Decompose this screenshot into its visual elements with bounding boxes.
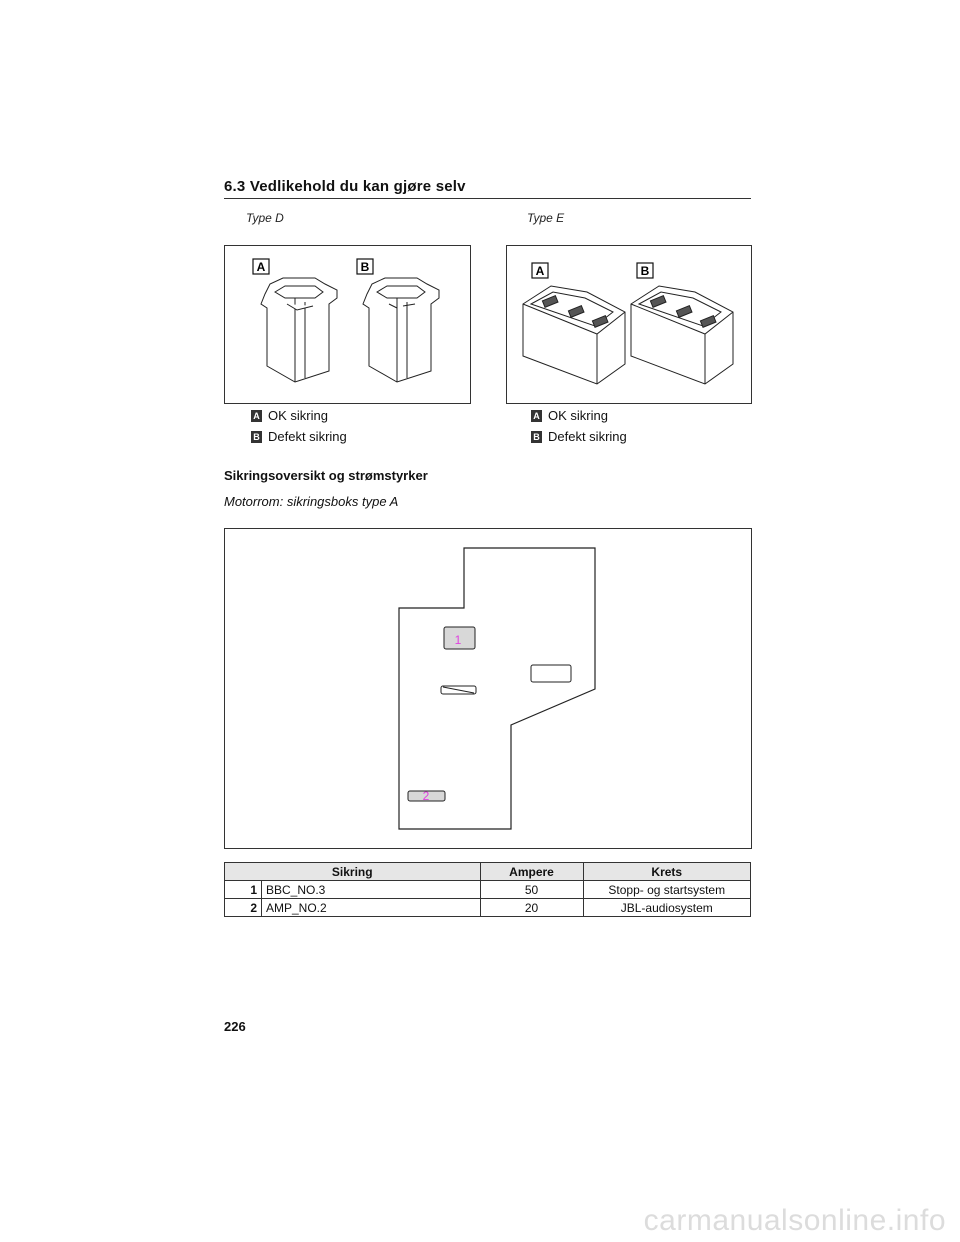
fuse-label-1: 1 <box>454 633 462 647</box>
type-d-fuse-defect <box>363 278 439 382</box>
col-header-ampere: Ampere <box>480 863 583 881</box>
type-d-fuse-illustration <box>225 246 470 403</box>
table-row <box>225 899 751 917</box>
cell-ampere: 20 <box>480 899 583 917</box>
legend-text: Defekt sikring <box>268 429 347 444</box>
cell-name: BBC_NO.3 <box>262 881 481 899</box>
fuse-label-2: 2 <box>422 789 430 803</box>
type-d-legend-item-b <box>251 429 347 444</box>
page-number: 226 <box>224 1019 246 1034</box>
type-d-figure <box>224 245 471 404</box>
cell-ampere: 50 <box>480 881 583 899</box>
cell-circuit: JBL-audiosystem <box>583 899 751 917</box>
type-e-marker-a: A <box>535 264 545 278</box>
col-header-sikring: Sikring <box>225 863 481 881</box>
fuse-slot-empty <box>531 665 571 682</box>
legend-key-a: A <box>251 410 262 422</box>
type-d-legend <box>251 408 347 444</box>
table-row <box>225 881 751 899</box>
legend-key-b: B <box>251 431 262 443</box>
type-e-figure <box>506 245 752 404</box>
type-d-marker-b: B <box>360 260 370 274</box>
fuse-box-svg <box>225 529 751 848</box>
cell-circuit: Stopp- og startsystem <box>583 881 751 899</box>
type-e-fuse-ok <box>523 286 625 384</box>
col-header-krets: Krets <box>583 863 751 881</box>
legend-text: OK sikring <box>548 408 608 423</box>
header-rule <box>224 198 751 199</box>
cell-name: AMP_NO.2 <box>262 899 481 917</box>
type-e-fuse-illustration <box>507 246 751 403</box>
watermark: carmanualsonline.info <box>643 1204 946 1237</box>
cell-num: 2 <box>225 899 262 917</box>
type-e-legend <box>531 408 627 444</box>
cell-num: 1 <box>225 881 262 899</box>
legend-text: OK sikring <box>268 408 328 423</box>
overview-subheading: Motorrom: sikringsboks type A <box>224 494 399 509</box>
legend-key-a: A <box>531 410 542 422</box>
legend-key-b: B <box>531 431 542 443</box>
fuse-box-diagram <box>224 528 752 849</box>
type-d-label: Type D <box>246 211 284 225</box>
table-header-row <box>225 863 751 881</box>
fuse-table <box>224 862 751 917</box>
type-e-legend-item-a <box>531 408 627 423</box>
type-d-legend-item-a <box>251 408 347 423</box>
type-e-legend-item-b <box>531 429 627 444</box>
fuse-box-outline <box>399 548 595 829</box>
overview-heading: Sikringsoversikt og strømstyrker <box>224 468 428 483</box>
type-d-fuse-ok <box>261 278 337 382</box>
section-title: 6.3 Vedlikehold du kan gjøre selv <box>224 178 466 195</box>
type-d-marker-a: A <box>256 260 266 274</box>
legend-text: Defekt sikring <box>548 429 627 444</box>
type-e-fuse-defect <box>631 286 733 384</box>
type-e-label: Type E <box>527 211 565 225</box>
type-e-marker-b: B <box>640 264 650 278</box>
